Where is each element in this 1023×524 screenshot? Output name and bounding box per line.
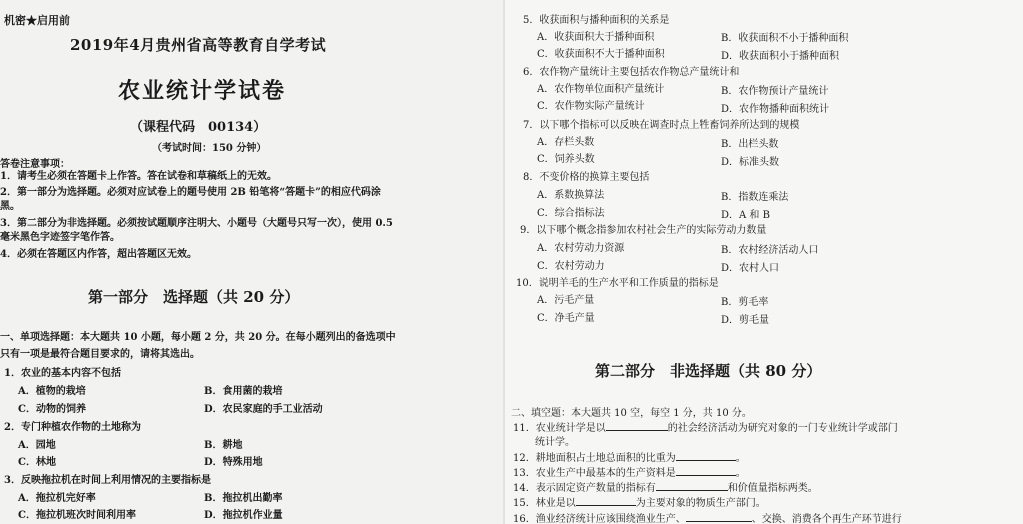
fill-text: 12．耕地面积占土地总面积的比重为 [513,453,676,464]
option-c: C．动物的饲养 [18,404,86,415]
option-a: A．园地 [18,440,56,451]
option-c: C．综合指标法 [537,208,605,219]
option-d: D．A 和 B [721,210,770,221]
option-d: D．农民家庭的手工业活动 [204,404,323,415]
fill-question-continued [535,433,575,448]
option-b: B．收获面积不小于播种面积 [721,33,849,44]
question-stem: 8．不变价格的换算主要包括 [523,172,650,183]
note-item: 1．请考生必须在答题卡上作答。答在试卷和草稿纸上的无效。 [0,171,277,182]
option-a: A．农村劳动力资源 [537,243,625,254]
question-stem: 2．专门种植农作物的土地称为 [4,422,141,433]
fill-text: 15．林业是以 [513,498,576,509]
answer-blank [606,420,668,431]
question-stem: 3．反映拖拉机在时间上利用情况的主要指标是 [4,475,211,486]
answer-blank [676,465,736,476]
fill-text: 、交换、消费各个再生产环节进行 [751,514,902,524]
option-d: D．剪毛量 [721,315,770,326]
confidential-label: 机密★启用前 [4,14,70,27]
option-d: D．特殊用地 [204,457,263,468]
exam-time: （考试时间：150 分钟） [152,143,267,154]
option-c: C．农村劳动力 [537,261,605,272]
note-item: 2．第一部分为选择题。必须对应试卷上的题号使用 2B 铅笔将“答题卡”的相应代码涂黑。 [0,187,381,212]
fill-text: 统计学。 [535,437,575,448]
option-a: A．植物的栽培 [18,386,86,397]
option-a: A．存栏头数 [537,137,595,148]
option-b: B．剪毛率 [721,297,769,308]
fill-question [513,449,746,464]
option-a: A．拖拉机完好率 [18,493,96,504]
option-b: B．耕地 [204,440,243,451]
option-b: B．拖拉机出勤率 [204,493,283,504]
option-a: A．收获面积大于播种面积 [537,32,655,43]
question-stem: 5．收获面积与播种面积的关系是 [523,15,670,26]
question-stem: 9．以下哪个概念指参加农村社会生产的实际劳动力数量 [520,225,767,236]
exam-title: 2019年4月贵州省高等教育自学考试 [70,36,327,54]
answer-blank [686,511,752,522]
option-d: D．农村人口 [721,263,780,274]
fill-text: 的社会经济活动为研究对象的一门专业统计学或部门 [667,423,898,434]
option-c: C．饲养头数 [537,154,595,165]
option-c: C．林地 [18,457,56,468]
question-stem: 7．以下哪个指标可以反映在调查时点上牲畜饲养所达到的规模 [523,120,800,131]
option-c: C．农作物实际产量统计 [537,101,645,112]
fill-text: 16．渔业经济统计应该围绕渔业生产、 [513,514,686,524]
question-stem: 6．农作物产量统计主要包括农作物总产量统计和 [523,67,740,78]
answer-blank [576,495,636,506]
fill-text: 。 [735,453,746,464]
option-a: A．系数换算法 [537,190,605,201]
option-d: D．收获面积小于播种面积 [721,51,840,62]
option-d: D．拖拉机作业量 [204,510,283,521]
fill-question [513,464,746,479]
option-b: B．出栏头数 [721,139,779,150]
fill-question [513,494,766,509]
option-a: A．污毛产量 [537,295,595,306]
part1-title: 第一部分 选择题（共 20 分） [88,288,300,306]
fill-question [513,419,898,434]
option-c: C．收获面积不大于播种面积 [537,49,665,60]
note-item: 3．第二部分为非选择题。必须按试题顺序注明大、小题号（大题号只写一次），使用 0.5 毫米黑色字迹签字笔作答。 [0,218,393,243]
question-stem: 1．农业的基本内容不包括 [4,368,121,379]
option-c: C．拖拉机班次时间利用率 [18,510,136,521]
fill-text: 为主要对象的物质生产部门。 [635,498,766,509]
fill-text: 和价值量指标两类。 [727,483,818,494]
section1-intro: 一、单项选择题：本大题共 10 小题，每小题 2 分，共 20 分。在每小题列出的备选项中只有一项是最符合题目要求的，请将其选出。 [0,332,396,360]
answer-blank [656,480,728,491]
fill-question [513,479,818,494]
paper-title: 农业统计学试卷 [118,78,287,104]
fill-text: 13．农业生产中最基本的生产资料是 [513,468,676,479]
fill-question [513,510,902,524]
notes-heading: 答卷注意事项： [0,159,70,170]
option-d: D．农作物播种面积统计 [721,104,830,115]
option-a: A．农作物单位面积产量统计 [537,84,665,95]
option-b: B．农村经济活动人口 [721,245,819,256]
note-item: 4．必须在答题区内作答，超出答题区无效。 [0,249,197,260]
option-c: C．净毛产量 [537,313,595,324]
answer-blank [676,450,736,461]
fill-text: 11．农业统计学是以 [513,423,606,434]
course-code: （课程代码 00134） [130,120,267,135]
question-stem: 10．说明羊毛的生产水平和工作质量的指标是 [516,278,719,289]
option-b: B．指数连乘法 [721,192,789,203]
part2-title: 第二部分 非选择题（共 80 分） [595,362,822,380]
fill-text: 14．表示固定资产数量的指标有 [513,483,656,494]
option-b: B．食用菌的栽培 [204,386,283,397]
fill-text: 。 [735,468,746,479]
option-b: B．农作物预计产量统计 [721,86,829,97]
section2-intro: 二、填空题：本大题共 10 空，每空 1 分，共 10 分。 [511,408,752,419]
option-d: D．标准头数 [721,157,780,168]
exam-page-right [505,0,1023,524]
exam-page-left [0,0,505,524]
